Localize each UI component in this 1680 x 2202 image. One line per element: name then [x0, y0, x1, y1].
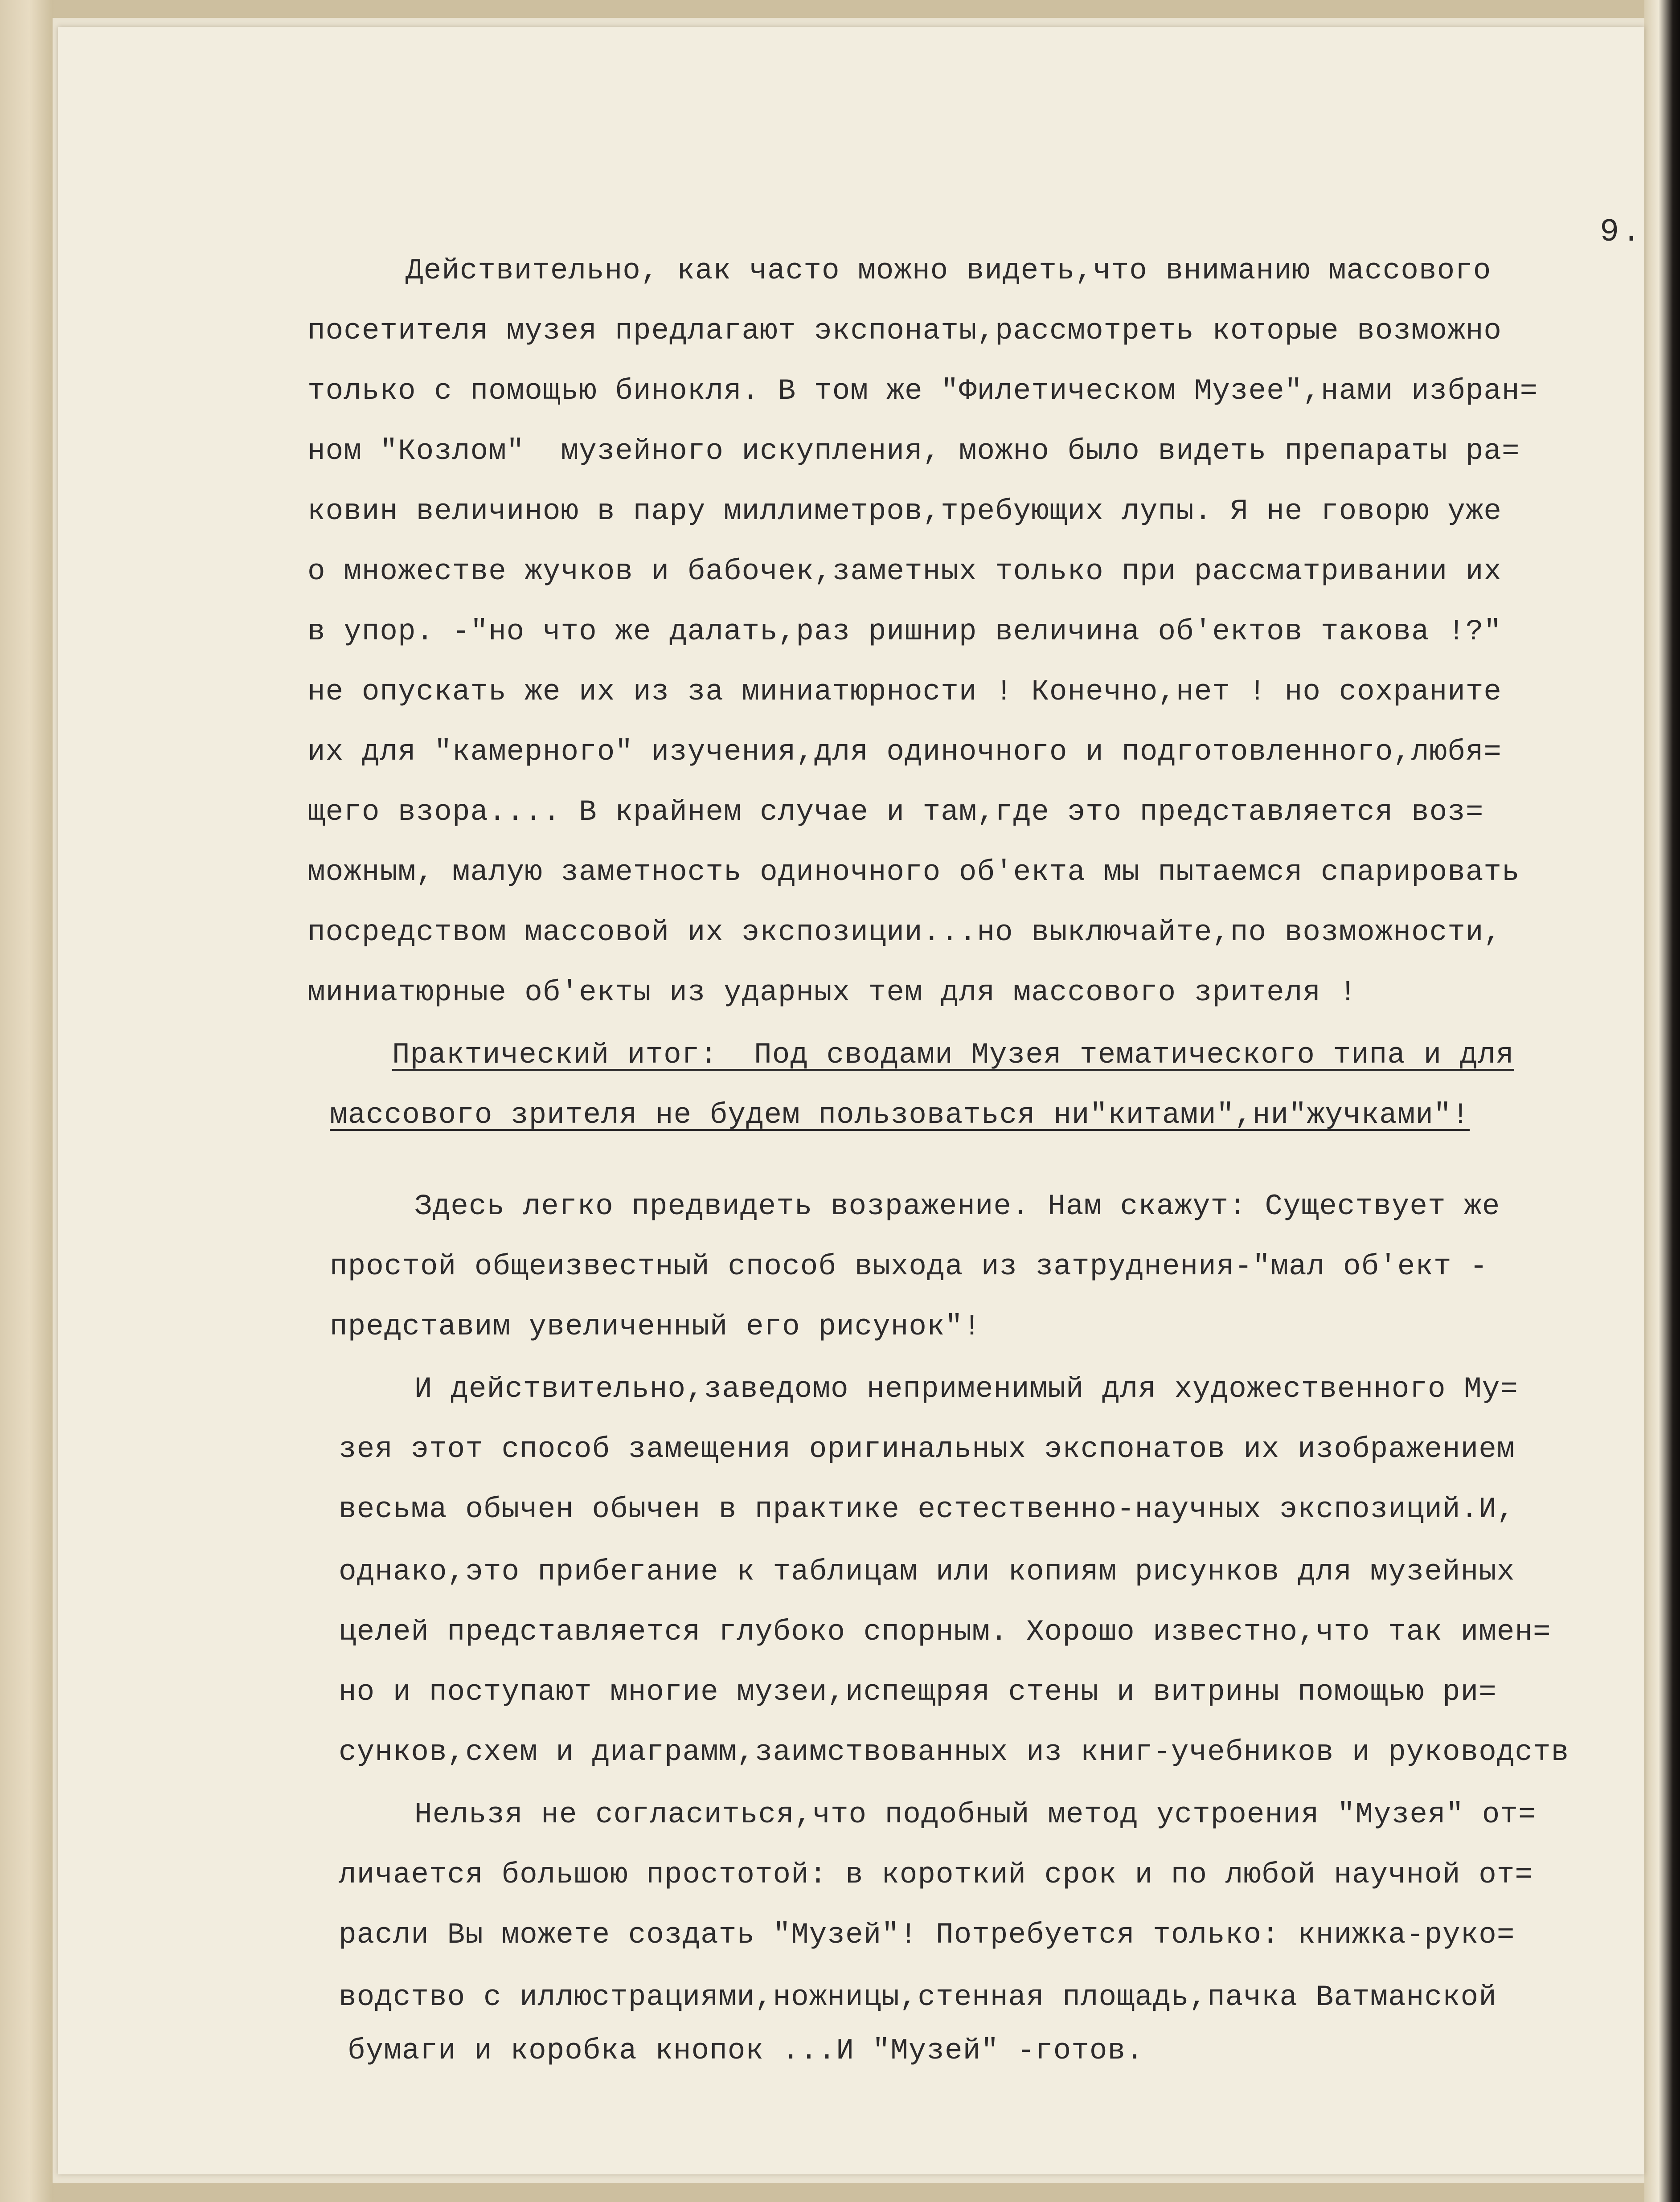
text-line: их для "камерного" изучения,для одиночного и подготовленного,любя= — [307, 735, 1502, 769]
text-line: щего взора.... В крайнем случае и там,где это представляется воз= — [307, 795, 1484, 829]
text-line: посредством массовой их экспозиции...но выключайте,по возможности, — [307, 916, 1502, 949]
page-number: 9. — [1600, 214, 1644, 250]
binding-edge — [0, 0, 53, 2202]
text-line: бумаги и коробка кнопок ...И "Музей" -готов. — [348, 2034, 1144, 2067]
text-line: посетителя музея предлагают экспонаты,рассмотреть которые возможно — [307, 314, 1502, 348]
text-line: Практический итог: Под сводами Музея тематического типа и для — [392, 1038, 1514, 1072]
text-line: но и поступают многие музеи,испещряя стены и витрины помощью ри= — [339, 1675, 1497, 1709]
text-line: весьма обычен обычен в практике естественно-научных экспозиций.И, — [339, 1493, 1515, 1526]
typewritten-page — [58, 27, 1644, 2174]
text-line: расли Вы можете создать "Музей"! Потребуется только: книжка-руко= — [339, 1918, 1515, 1952]
text-line: можным, малую заметность одиночного об'екта мы пытаемся спарировать — [307, 855, 1520, 889]
text-line: ном "Козлом" музейного искупления, можно было видеть препараты ра= — [307, 434, 1520, 468]
text-line: Действительно, как часто можно видеть,что вниманию массового — [406, 254, 1492, 287]
text-line: о множестве жучков и бабочек,заметных только при рассматривании их — [307, 555, 1502, 588]
text-line: сунков,схем и диаграмм,заимствованных из книг-учебников и руководств — [339, 1735, 1569, 1769]
text-line: миниатюрные об'екты из ударных тем для массового зрителя ! — [307, 976, 1357, 1009]
text-line: И действительно,заведомо неприменимый для художественного Му= — [414, 1372, 1518, 1406]
text-line: водство с иллюстрациями,ножницы,стенная площадь,пачка Ватманской — [339, 1981, 1497, 2014]
text-line: в упор. -"но что же далать,раз ришнир величина об'ектов такова !?" — [307, 615, 1502, 648]
text-line: целей представляется глубоко спорным. Хорошо известно,что так имен= — [339, 1615, 1551, 1649]
text-line: только с помощью бинокля. В том же "Филетическом Музее",нами избран= — [307, 374, 1538, 408]
text-line: Здесь легко предвидеть возражение. Нам скажут: Существует же — [414, 1190, 1500, 1223]
text-line: представим увеличенный его рисунок"! — [330, 1310, 981, 1343]
text-line: зея этот способ замещения оригинальных экспонатов их изображением — [339, 1433, 1515, 1466]
text-line: простой общеизвестный способ выхода из затруднения-"мал об'ект - — [330, 1250, 1488, 1283]
text-line: массового зрителя не будем пользоваться ни"китами",ни"жучками"! — [330, 1098, 1470, 1132]
text-line: однако,это прибегание к таблицам или копиям рисунков для музейных — [339, 1555, 1515, 1588]
text-line: не опускать же их из за миниатюрности ! Конечно,нет ! но сохраните — [307, 675, 1502, 708]
right-page-edge — [1644, 0, 1680, 2202]
text-line: Нельзя не согласиться,что подобный метод устроения "Музея" от= — [414, 1798, 1537, 1831]
text-line: личается большою простотой: в короткий срок и по любой научной от= — [339, 1858, 1533, 1891]
text-line: ковин величиною в пару миллиметров,требующих лупы. Я не говорю уже — [307, 495, 1502, 528]
